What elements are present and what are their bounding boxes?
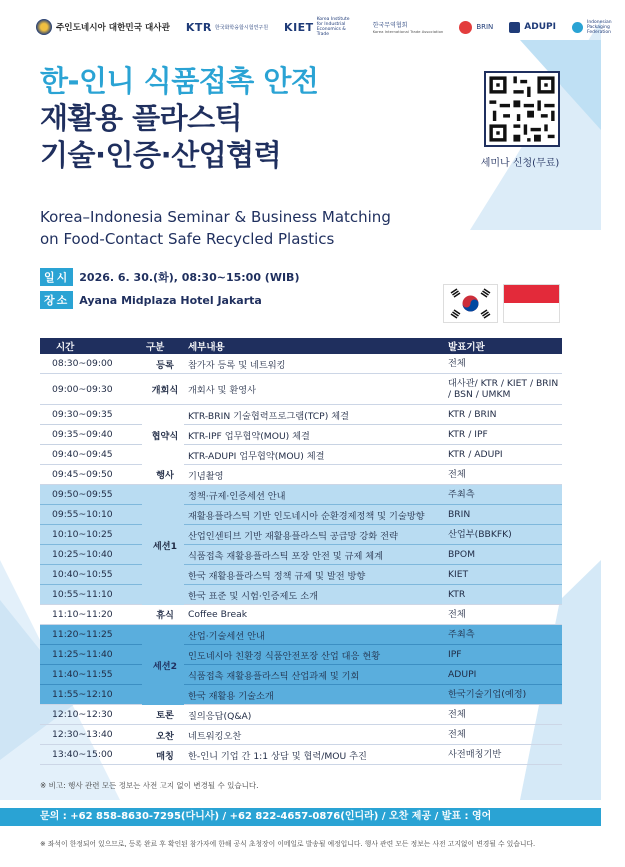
cell-time: 08:30~09:00 bbox=[40, 354, 142, 374]
cell-org: 전체 bbox=[444, 705, 562, 725]
cell-time: 10:10~10:25 bbox=[40, 525, 142, 545]
cell-desc: 정책·규제·인증세션 안내 bbox=[184, 485, 444, 505]
date-value: 2026. 6. 30.(화), 08:30~15:00 (WIB) bbox=[79, 271, 300, 284]
table-row bbox=[40, 725, 562, 745]
cell-org: ADUPI bbox=[444, 665, 562, 685]
cell-org: 대사관/ KTR / KIET / BRIN / BSN / UMKM bbox=[444, 374, 562, 405]
cell-org: IPF bbox=[444, 645, 562, 665]
table-row bbox=[40, 505, 562, 525]
cell-org: BRIN bbox=[444, 505, 562, 525]
cell-time: 10:55~11:10 bbox=[40, 585, 142, 605]
cell-time: 09:50~09:55 bbox=[40, 485, 142, 505]
cell-time: 11:10~11:20 bbox=[40, 605, 142, 625]
cell-desc: 산업인센티브 기반 재활용플라스틱 공급망 강화 전략 bbox=[184, 525, 444, 545]
cell-desc: 산업·기술세션 안내 bbox=[184, 625, 444, 645]
title-line-3: 기술·인증·산업협력 bbox=[40, 138, 282, 172]
header-category: 구분 bbox=[142, 338, 184, 354]
footer-note: ※ 좌석이 한정되어 있으므로, 등록 완료 후 확인된 참가자에 한해 공식 초청장이 이메일로 발송될 예정입니다. 행사 관련 모든 정보는 사전 고지없이 변경될 수 있습니다. bbox=[40, 840, 536, 848]
cell-cat: 세션1 bbox=[142, 485, 184, 605]
logo-bar bbox=[36, 14, 612, 40]
table-row bbox=[40, 705, 562, 725]
cell-desc: 네트워킹오찬 bbox=[184, 725, 444, 745]
registration-qr-code[interactable] bbox=[484, 71, 560, 147]
ktr-logo: KTR 한국화학융합시험연구원 bbox=[185, 20, 269, 34]
cell-org: 한국기술기업(예정) bbox=[444, 685, 562, 705]
cell-org: 주최측 bbox=[444, 625, 562, 645]
table-row bbox=[40, 425, 562, 445]
title-line-1: 한-인니 식품접촉 안전 bbox=[40, 64, 319, 98]
header-presenter: 발표기관 bbox=[444, 338, 562, 354]
cell-org: 사전매칭기반 bbox=[444, 745, 562, 765]
cell-cat: 휴식 bbox=[142, 605, 184, 625]
table-header-row bbox=[40, 338, 562, 354]
cell-time: 09:00~09:30 bbox=[40, 374, 142, 405]
cell-desc: 재활용플라스틱 기반 인도네시아 순환경제정책 및 기술방향 bbox=[184, 505, 444, 525]
cell-cat: 협약식 bbox=[151, 430, 179, 442]
cell-time: 09:30~09:35 bbox=[40, 405, 142, 425]
cell-time: 09:35~09:40 bbox=[40, 425, 142, 445]
contact-bar: 문의 : +62 858-8630-7295(다니사) / +62 822-4657-0876(인디라) / 오찬 제공 / 발표 : 영어 bbox=[0, 808, 601, 826]
cell-cat: 토론 bbox=[142, 705, 184, 725]
header-detail: 세부내용 bbox=[184, 338, 444, 354]
cell-org: KTR / BRIN bbox=[444, 405, 562, 425]
cell-desc: 식품접촉 재활용플라스틱 포장 안전 및 규제 체계 bbox=[184, 545, 444, 565]
cell-desc: 참가자 등록 및 네트워킹 bbox=[184, 354, 444, 374]
cell-org: 전체 bbox=[444, 354, 562, 374]
cell-time: 09:45~09:50 bbox=[40, 465, 142, 485]
qr-pattern bbox=[486, 73, 558, 145]
cell-time: 12:30~13:40 bbox=[40, 725, 142, 745]
indonesia-flag-icon bbox=[503, 284, 560, 323]
korea-flag-icon bbox=[443, 284, 498, 323]
cell-desc: 식품접촉 재활용플라스틱 산업과제 및 기회 bbox=[184, 665, 444, 685]
cell-cat: 오찬 bbox=[142, 725, 184, 745]
cell-desc: 한-인니 기업 간 1:1 상담 및 협력/MOU 추진 bbox=[184, 745, 444, 765]
venue-row bbox=[40, 291, 262, 309]
english-subtitle: Korea–Indonesia Seminar & Business Matching on Food-Contact Safe Recycled Plastics bbox=[40, 208, 391, 248]
table-row bbox=[40, 585, 562, 605]
cell-org: 전체 bbox=[444, 605, 562, 625]
cell-desc: Coffee Break bbox=[184, 605, 444, 625]
table-row bbox=[40, 445, 562, 465]
adupi-emblem-icon bbox=[509, 22, 520, 33]
cell-time: 09:55~10:10 bbox=[40, 505, 142, 525]
qr-caption: 세미나 신청(무료) bbox=[480, 158, 560, 169]
kita-logo: 한국무역협회 Korea International Trade Association bbox=[372, 22, 444, 34]
table-row bbox=[40, 354, 562, 374]
brin-logo: BRIN bbox=[459, 21, 493, 34]
federation-emblem-icon bbox=[572, 22, 583, 33]
cell-desc: 기념촬영 bbox=[184, 465, 444, 485]
program-table bbox=[40, 338, 562, 765]
table-row bbox=[40, 665, 562, 685]
cell-org: 산업부(BBKFK) bbox=[444, 525, 562, 545]
table-row bbox=[40, 465, 562, 485]
embassy-emblem-icon bbox=[36, 19, 52, 35]
cell-desc: 한국 재활용 기술소개 bbox=[184, 685, 444, 705]
cell-org: 전체 bbox=[444, 725, 562, 745]
cell-desc: KTR-ADUPI 업무협약(MOU) 체결 bbox=[184, 445, 444, 465]
cell-time: 09:40~09:45 bbox=[40, 445, 142, 465]
table-row bbox=[40, 405, 562, 425]
cell-cat: 세션2 bbox=[142, 625, 184, 705]
cell-org: KTR / IPF bbox=[444, 425, 562, 445]
title-line-2: 재활용 플라스틱 bbox=[40, 101, 243, 135]
header-time: 시간 bbox=[40, 338, 142, 354]
table-row bbox=[40, 374, 562, 405]
footnote: ※ 비고: 행사 관련 모든 정보는 사전 고지 없이 변경될 수 있습니다. bbox=[40, 781, 259, 790]
cell-time: 11:25~11:40 bbox=[40, 645, 142, 665]
table-row bbox=[40, 525, 562, 545]
table-row bbox=[40, 645, 562, 665]
date-label: 일시 bbox=[40, 268, 73, 286]
cell-time: 11:55~12:10 bbox=[40, 685, 142, 705]
brin-emblem-icon bbox=[459, 21, 472, 34]
cell-desc: KTR-BRIN 기술협력프로그램(TCP) 체결 bbox=[184, 405, 444, 425]
cell-time: 11:40~11:55 bbox=[40, 665, 142, 685]
table-row bbox=[40, 685, 562, 705]
cell-desc: 개회사 및 환영사 bbox=[184, 374, 444, 405]
cell-cat: 행사 bbox=[142, 465, 184, 485]
venue-label: 장소 bbox=[40, 291, 73, 309]
cell-desc: 한국 재활용플라스틱 정책 규제 및 발전 방향 bbox=[184, 565, 444, 585]
table-row bbox=[40, 625, 562, 645]
cell-time: 10:25~10:40 bbox=[40, 545, 142, 565]
cell-time: 10:40~10:55 bbox=[40, 565, 142, 585]
table-row bbox=[40, 605, 562, 625]
cell-desc: 인도네시아 친환경 식품안전포장 산업 대응 현황 bbox=[184, 645, 444, 665]
cell-org: 전체 bbox=[444, 465, 562, 485]
adupi-logo: ADUPI bbox=[509, 22, 556, 33]
table-body bbox=[40, 354, 562, 765]
federation-logo: Indonesian Packaging Federation bbox=[572, 20, 625, 35]
cell-desc: KTR-IPF 업무협약(MOU) 체결 bbox=[184, 425, 444, 445]
cell-cat: 매칭 bbox=[142, 745, 184, 765]
venue-value: Ayana Midplaza Hotel Jakarta bbox=[79, 293, 262, 307]
kiet-logo: KIET Korea Institute for Industrial Economics & Trade bbox=[284, 17, 350, 37]
poster-title bbox=[40, 63, 318, 174]
cell-desc: 한국 표준 및 시험·인증제도 소개 bbox=[184, 585, 444, 605]
cell-desc: 질의응답(Q&A) bbox=[184, 705, 444, 725]
cell-time: 12:10~12:30 bbox=[40, 705, 142, 725]
cell-cat: 개회식 bbox=[142, 374, 184, 405]
cell-org: KIET bbox=[444, 565, 562, 585]
cell-org: KTR bbox=[444, 585, 562, 605]
cell-cat: 등록 bbox=[142, 354, 184, 374]
table-row bbox=[40, 545, 562, 565]
cell-time: 13:40~15:00 bbox=[40, 745, 142, 765]
date-row bbox=[40, 268, 299, 286]
cell-time: 11:20~11:25 bbox=[40, 625, 142, 645]
embassy-logo: 주인도네시아 대한민국 대사관 bbox=[36, 19, 170, 35]
cell-org: 주최측 bbox=[444, 485, 562, 505]
cell-org: KTR / ADUPI bbox=[444, 445, 562, 465]
table-row bbox=[40, 745, 562, 765]
table-row bbox=[40, 485, 562, 505]
table-row bbox=[40, 565, 562, 585]
cell-org: BPOM bbox=[444, 545, 562, 565]
